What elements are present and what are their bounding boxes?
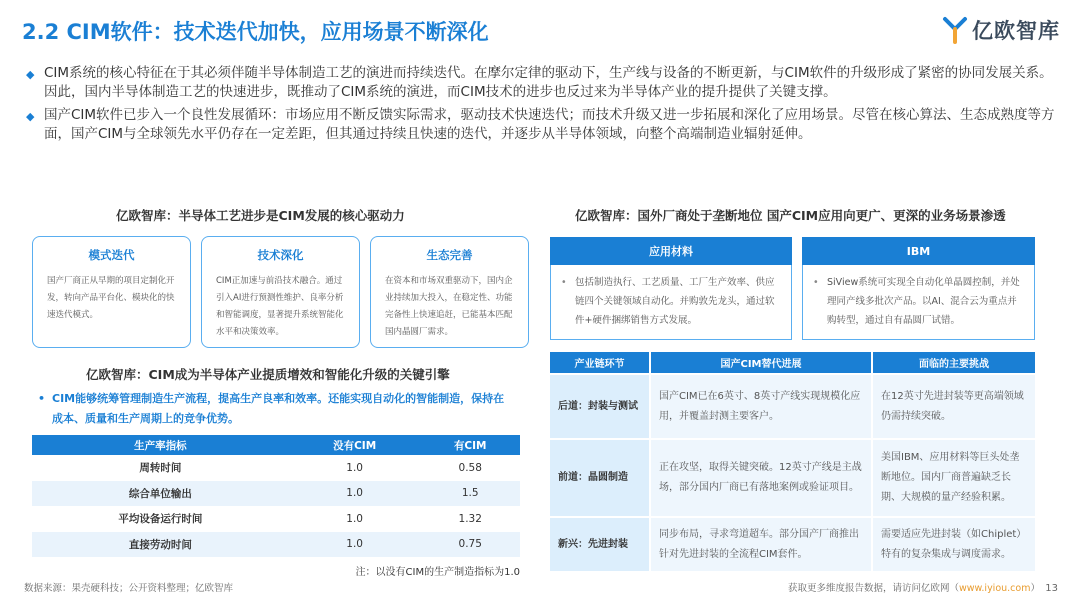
driver-card: [32, 236, 191, 348]
metric-name: 周转时间: [32, 455, 289, 481]
stage-cell: 后道：封装与测试: [550, 374, 650, 439]
table-row: [550, 374, 1035, 439]
table-header: 面临的主要挑战: [872, 352, 1035, 374]
page-number: 13: [1045, 583, 1058, 594]
metric-name: 平均设备运行时间: [32, 506, 289, 532]
table-header: 有CIM: [420, 435, 520, 455]
driver-card-title: 生态完善: [426, 248, 473, 262]
driver-card: [201, 236, 360, 348]
brand-logo: [942, 15, 1060, 45]
challenge-cell: 美国IBM、应用材料等巨头处垄断地位。国内厂商普遍缺乏长期、大规模的量产经验积累。: [872, 439, 1035, 517]
logo-icon: [942, 16, 968, 44]
value-with-cim: 1.5: [420, 481, 520, 507]
bullet-text: 国产CIM软件已步入一个良性发展循环：市场应用不断反馈实际需求，驱动技术快速迭代；而技术升级又进一步拓展和深化了应用场景。尽管在核心算法、生态成熟度等方面，国产CIM与全球领先水平仍存在一定差距，但其通过持续且快速的迭代，并逐步从半导体领域，向整个高端制造业辐射延伸。: [44, 107, 1055, 142]
challenge-cell: 需要适应先进封装（如Chiplet）特有的复杂集成与调度需求。: [872, 517, 1035, 571]
bullet-dot-icon: •: [813, 277, 819, 288]
table-header: 生产率指标: [32, 435, 289, 455]
section-title-vendors: 亿欧智库：国外厂商处于垄断地位 国产CIM应用向更广、更深的业务场景渗透: [575, 208, 1006, 223]
value-with-cim: 1.32: [420, 506, 520, 532]
driver-card-body: 国产厂商正从早期的项目定制化开发，转向产品平台化、模块化的快速迭代模式。: [47, 276, 175, 320]
localization-table: [550, 352, 1035, 571]
driver-card-body: 在资本和市场双重驱动下，国内企业持续加大投入，在稳定性、功能完备性上快速追赶，已能基本匹配国内晶圆厂需求。: [385, 276, 513, 337]
bullet-item: [26, 64, 1056, 102]
productivity-table: [32, 435, 520, 557]
table-footnote: 注：以没有CIM的生产制造指标为1.0: [355, 567, 520, 578]
value-without-cim: 1.0: [289, 506, 421, 532]
footer-cta-prefix: 获取更多维度报告数据，请访问亿欧网（: [787, 583, 959, 594]
bullet-text: CIM系统的核心特征在于其必须伴随半导体制造工艺的演进而持续迭代。在摩尔定律的驱动下，生产线与设备的不断更新，与CIM软件的升级形成了紧密的协同发展关系。因此，国内半导体制造工艺的快速进步，既推动了CIM系统的演进，而CIM技术的进步也反过来为半导体产业的提升提供了关键支撑。: [44, 65, 1053, 100]
value-without-cim: 1.0: [289, 481, 421, 507]
section-title-drivers: 亿欧智库：半导体工艺进步是CIM发展的核心驱动力: [116, 208, 405, 223]
value-with-cim: 0.58: [420, 455, 520, 481]
table-row: [32, 532, 520, 558]
value-without-cim: 1.0: [289, 532, 421, 558]
page-title: 2.2 CIM软件：技术迭代加快，应用场景不断深化: [22, 20, 489, 44]
bullet-item: [26, 106, 1056, 144]
footer-cta-suffix: ）: [1030, 583, 1040, 594]
vendor-header: 应用材料: [550, 237, 792, 265]
section-title-engine: 亿欧智库：CIM成为半导体产业提质增效和智能化升级的关键引擎: [86, 367, 450, 382]
bullet-dot-icon: •: [38, 392, 46, 405]
diamond-icon: ◆: [26, 110, 35, 123]
vendor-desc: SiView系统可实现全自动化单晶圆控制，并处理同产线多批次产品。以AI、混合云为重点并购转型，通过自有晶圆厂试错。: [827, 277, 1020, 326]
table-row: [32, 481, 520, 507]
intro-bullets: [26, 64, 1056, 148]
table-header: 国产CIM替代进展: [650, 352, 872, 374]
vendor-desc: 包括制造执行、工艺质量、工厂生产效率、供应链四个关键领域自动化。并购敦先龙头，通过软件+硬件捆绑销售方式发展。: [575, 277, 775, 326]
value-without-cim: 1.0: [289, 455, 421, 481]
bullet-dot-icon: •: [561, 277, 567, 288]
data-source: 数据来源：果壳硬科技；公开资料整理；亿欧智库: [24, 583, 234, 594]
table-header: 产业链环节: [550, 352, 650, 374]
table-row: [550, 517, 1035, 571]
website-link[interactable]: www.iyiou.com: [958, 583, 1031, 594]
metric-name: 直接劳动时间: [32, 532, 289, 558]
diamond-icon: ◆: [26, 68, 35, 81]
driver-card-title: 技术深化: [257, 248, 304, 262]
metric-name: 综合单位输出: [32, 481, 289, 507]
value-with-cim: 0.75: [420, 532, 520, 558]
progress-cell: 同步布局，寻求弯道超车。部分国产厂商推出针对先进封装的全流程CIM套件。: [650, 517, 872, 571]
vendor-card: [802, 265, 1035, 340]
progress-cell: 正在攻坚，取得关键突破。12英寸产线是主战场，部分国内厂商已有落地案例或验证项目。: [650, 439, 872, 517]
table-header: 没有CIM: [289, 435, 421, 455]
driver-card: [370, 236, 529, 348]
cim-note-text: CIM能够统筹管理制造生产流程，提高生产良率和效率。还能实现自动化的智能制造，保持在成本、质量和生产周期上的竞争优势。: [52, 392, 505, 425]
table-row: [32, 455, 520, 481]
vendor-card: [550, 265, 792, 340]
stage-cell: 新兴：先进封装: [550, 517, 650, 571]
stage-cell: 前道：晶圆制造: [550, 439, 650, 517]
driver-card-title: 模式迭代: [88, 248, 135, 262]
logo-text: 亿欧智库: [972, 19, 1060, 43]
vendor-header: IBM: [802, 237, 1035, 265]
driver-card-body: CIM正加速与前沿技术融合。通过引入AI进行预测性维护、良率分析和智能调度，显著提升系统智能化水平和决策效率。: [216, 276, 344, 337]
table-row: [32, 506, 520, 532]
table-row: [550, 439, 1035, 517]
cim-note: [38, 389, 508, 429]
footer-cta: [788, 580, 1040, 594]
challenge-cell: 在12英寸先进封装等更高端领域仍需持续突破。: [872, 374, 1035, 439]
progress-cell: 国产CIM已在6英寸、8英寸产线实现规模化应用，并覆盖封测主要客户。: [650, 374, 872, 439]
